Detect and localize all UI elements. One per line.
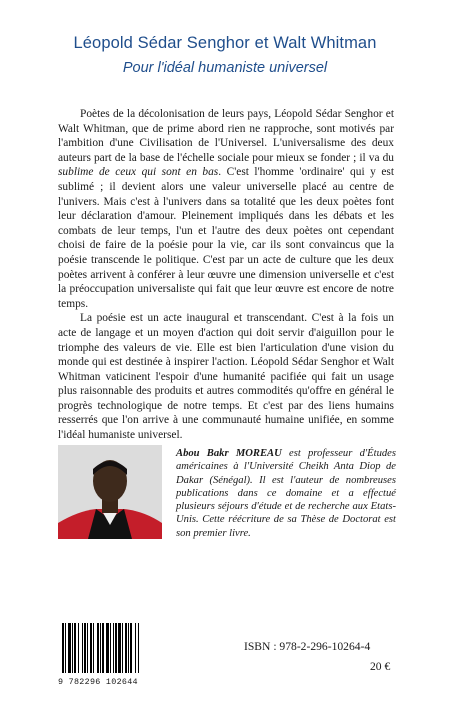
book-title: Léopold Sédar Senghor et Walt Whitman <box>73 34 377 52</box>
author-bio-text: est professeur d'Études américaines à l'Université Cheikh Anta Diop de Dakar (Sénégal). Il est l'auteur de nombreuses publications dans ce domaine et a effectué plusieurs séjours d'étude et de recherche aux Etats-Unis. Cette réécriture de sa Thèse de Doctorat est son premier livre. <box>176 448 396 539</box>
author-section <box>58 445 394 545</box>
price: 20 € <box>370 660 391 673</box>
paragraph-1-end: . C'est l'homme 'ordinaire' qui y est sublimé ; il devient alors une valeur universelle placé au centre de l'univers. Mais c'est à l'univers dans sa totalité que les deux poètes font leur déclaration d'amour. Pleinement impliqués dans les débats et les combats de leur temps, l'un et l'autre des deux poètes ont cependant choisi de faire de la poésie pour la vie, car ils sont convaincus que la poésie transcende le politique. C'est par un acte de culture que les deux poètes arrivent à conférer à leur œuvre une dimension universelle et c'est la préoccupation universaliste qui fait que leur œuvre est encore de notre temps. <box>58 166 394 310</box>
author-bio <box>176 447 396 540</box>
barcode-number: 9 782296 102644 <box>58 677 138 687</box>
paragraph-1-start: Poètes de la décolonisation de leurs pays, Léopold Sédar Senghor et Walt Whitman, que de prime abord rien ne rapproche, sont motivés par l'ambition d'une Civilisation de l'Universel. L'universalisme des deux auteurs part de la base de l'échelle sociale pour mieux se fonder ; il va du <box>58 108 394 164</box>
barcode <box>58 621 164 687</box>
barcode-icon <box>58 621 164 675</box>
paragraph-1 <box>58 107 394 311</box>
paragraph-1-italic: sublime de ceux qui sont en bas <box>58 166 219 179</box>
author-photo <box>58 445 162 539</box>
author-portrait-icon <box>58 445 162 539</box>
book-subtitle: Pour l'idéal humaniste universel <box>122 60 328 76</box>
isbn: ISBN : 978-2-296-10264-4 <box>244 640 371 653</box>
back-cover-text <box>58 107 394 443</box>
paragraph-2: La poésie est un acte inaugural et transcendant. C'est à la fois un acte de langage et un moyen d'action qui doit servir d'aiguillon pour le triomphe des valeurs de vie. Elle est bien l'articulation d'une vision du monde qui est destinée à inspirer l'action. Léopold Sédar Senghor et Walt Whitman vaticinent l'espoir d'une humanité pacifiée qui fait un usage plus raisonnable des produits et autres commodités qu'offre en général le progrès technologique de notre temps. Et c'est par des liens humains resserrés que l'on arrive à une communauté humaine unifiée, en somme l'idéal humaniste universel. <box>58 312 394 442</box>
author-name: Abou Bakr MOREAU <box>176 448 282 459</box>
